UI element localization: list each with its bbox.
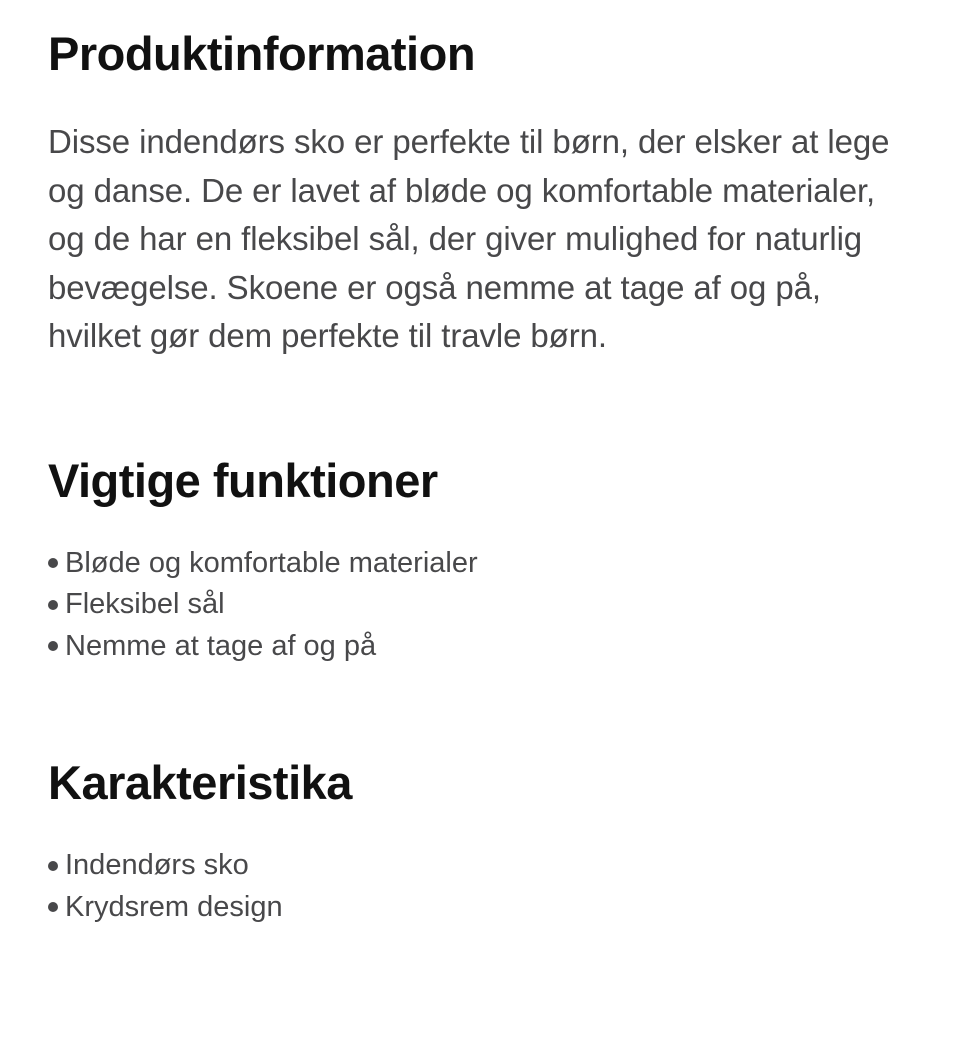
characteristics-section: [48, 755, 912, 928]
list-item-text: Fleksibel sål: [65, 588, 225, 620]
list-item: [48, 887, 912, 929]
key-features-section: [48, 453, 912, 668]
bullet-icon: [48, 861, 58, 871]
characteristics-heading: Karakteristika: [48, 756, 352, 809]
list-item-text: Bløde og komfortable materialer: [65, 546, 478, 579]
list-item: [48, 845, 912, 887]
list-item: [48, 543, 912, 585]
bullet-icon: [48, 558, 58, 568]
characteristics-list: [48, 845, 912, 928]
list-item-text: Nemme at tage af og på: [65, 629, 377, 662]
product-information-heading: Produktinformation: [48, 27, 476, 80]
list-item-text: Krydsrem design: [65, 890, 283, 923]
list-item-text: Indendørs sko: [65, 849, 249, 881]
key-features-list: [48, 543, 912, 668]
product-description: Disse indendørs sko er perfekte til børn, der elsker at lege og danse. De er lavet af bløde og komfortable materialer, og de har en fleksibel sål, der giver mulighed for naturlig bevægelse. Skoene er også nemme at tage af og på, hvilket gør dem perfekte til travle børn.: [48, 123, 890, 354]
product-information-section: [48, 0, 912, 361]
list-item: [48, 584, 912, 626]
bullet-icon: [48, 641, 58, 651]
bullet-icon: [48, 600, 58, 610]
list-item: [48, 626, 912, 668]
key-features-heading: Vigtige funktioner: [48, 453, 438, 507]
bullet-icon: [48, 902, 58, 912]
